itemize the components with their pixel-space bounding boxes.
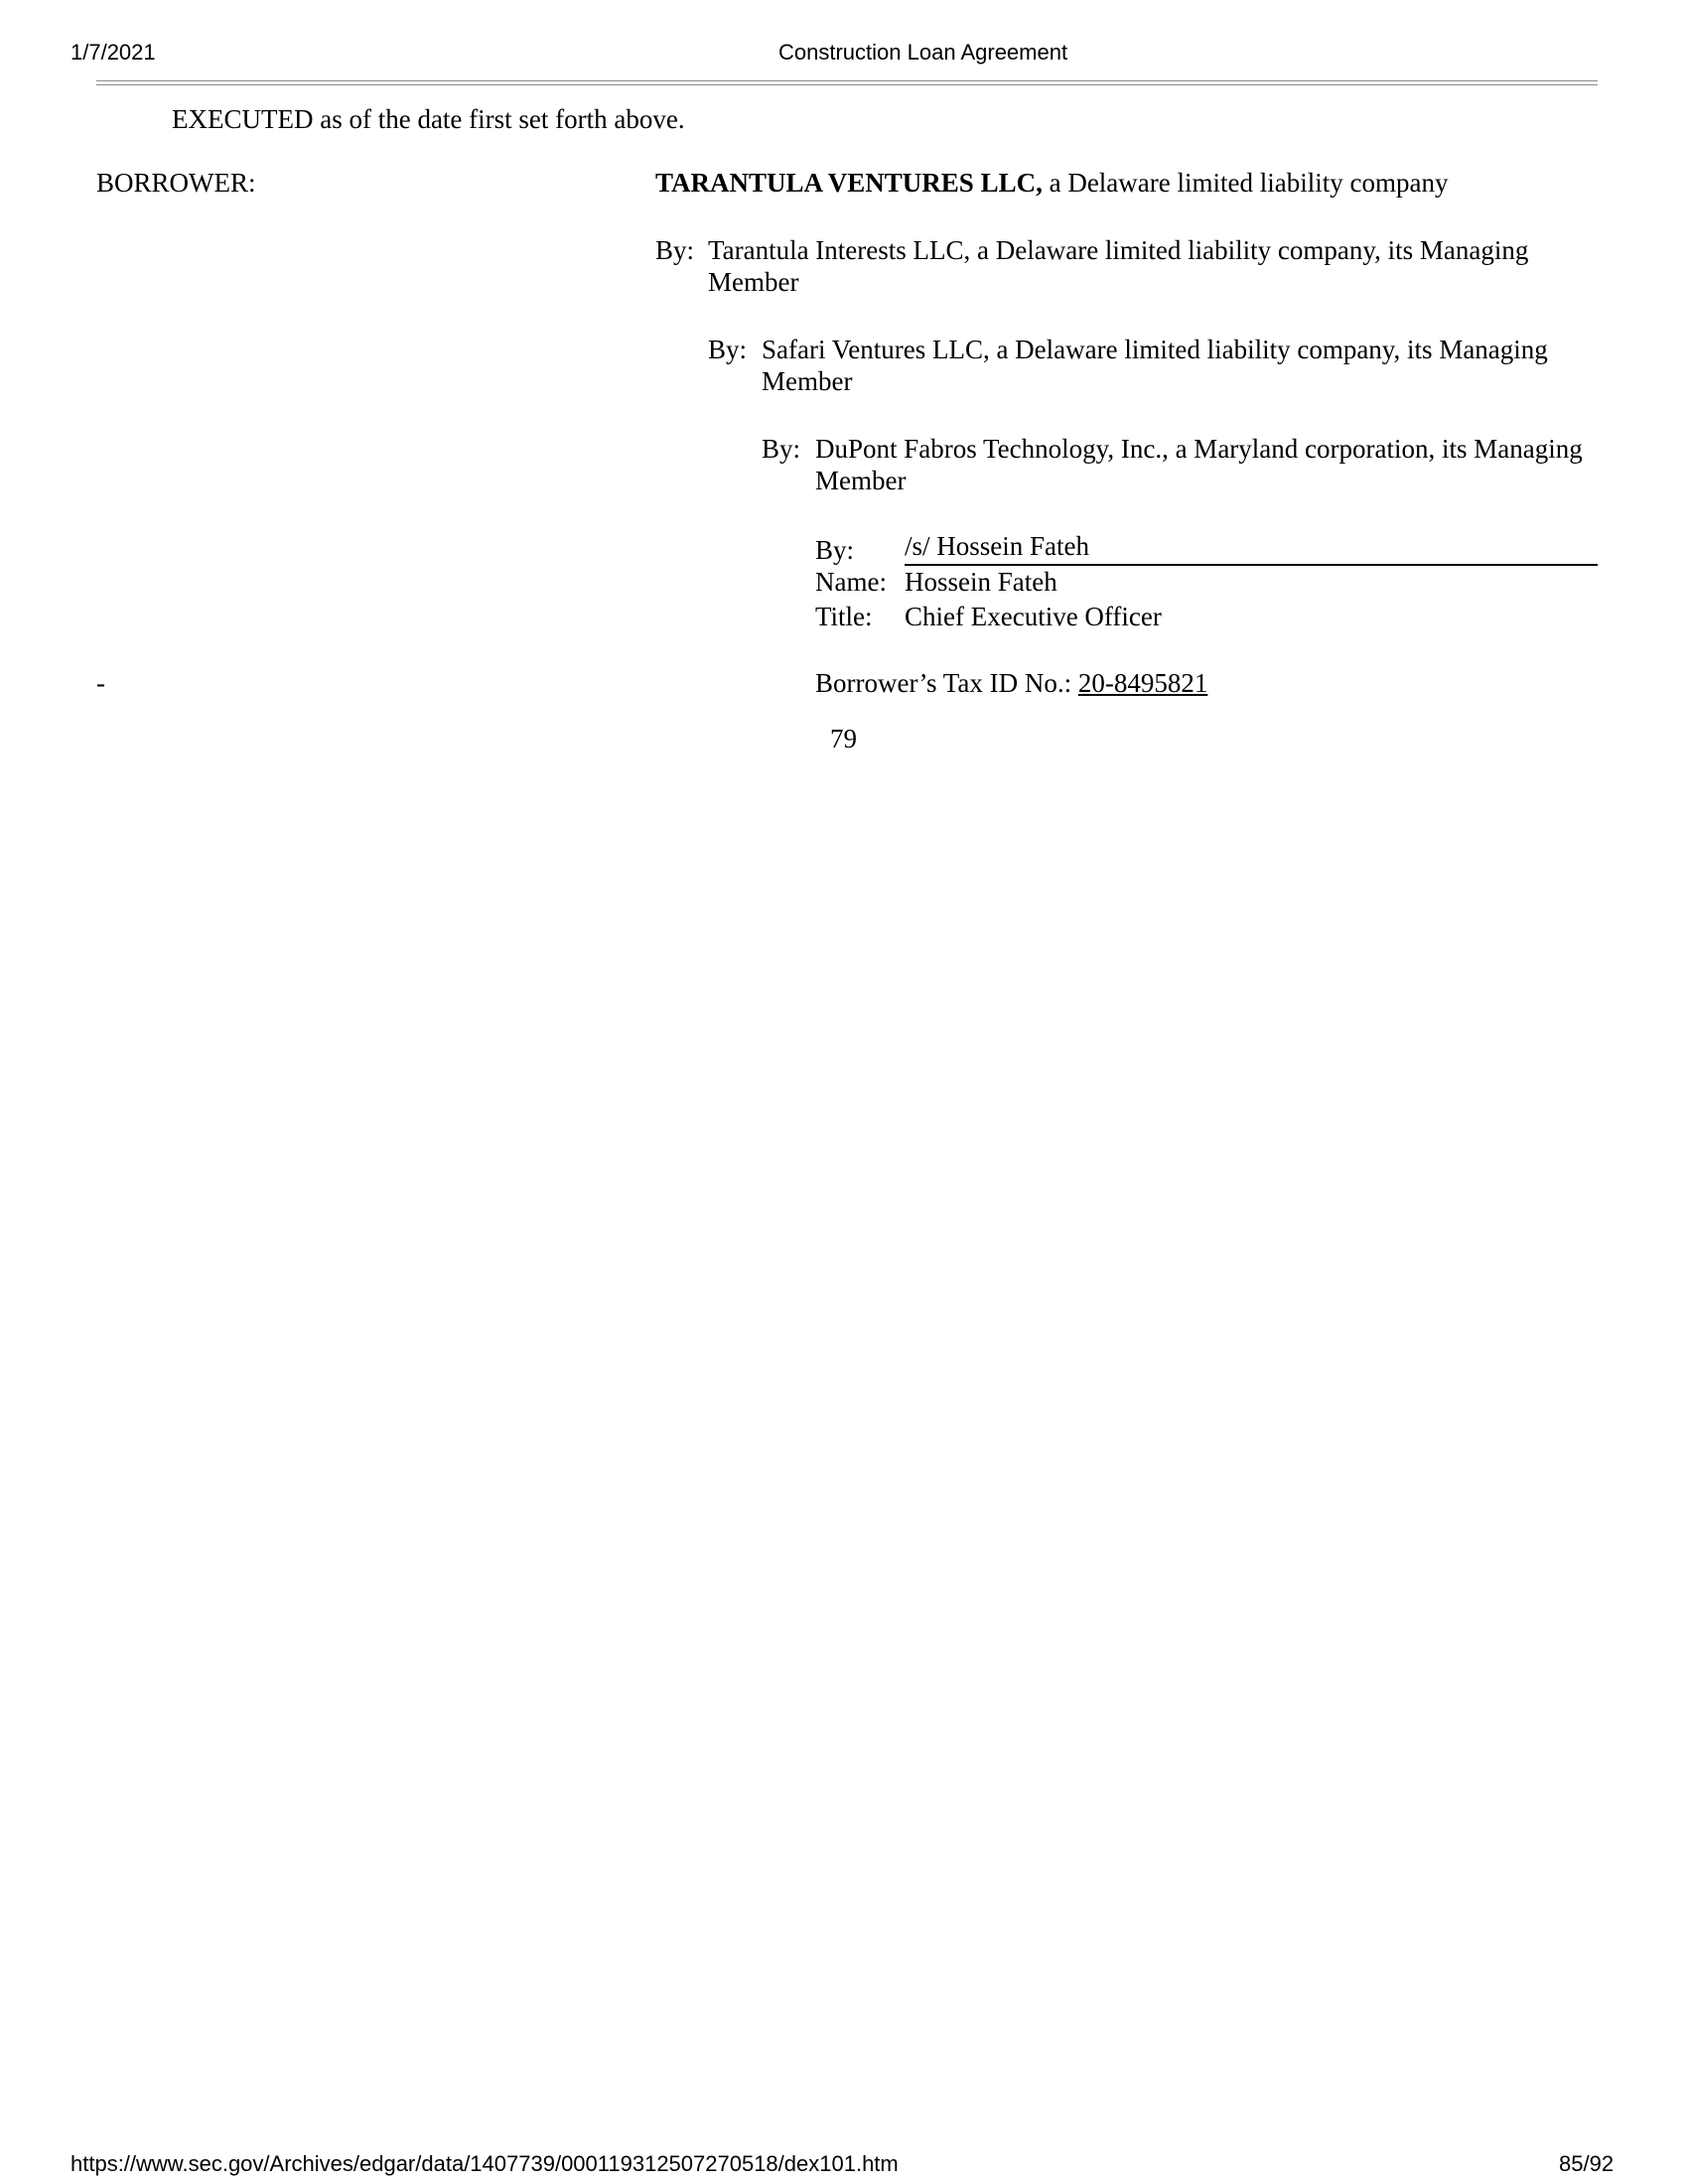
footer-url[interactable]: https://www.sec.gov/Archives/edgar/data/1407739/000119312507270518/dex101.htm [70, 2151, 899, 2176]
entity-description: a Delaware limited liability company [1049, 168, 1449, 198]
executed-line: EXECUTED as of the date first set forth above. [172, 104, 685, 134]
signature-by-label: By: [815, 535, 855, 565]
header-rule [96, 80, 1598, 85]
borrower-entity [655, 167, 1448, 199]
tax-id-value: 20-8495821 [1077, 668, 1208, 698]
title-label: Title: [815, 602, 873, 631]
signature-value: /s/ Hossein Fateh [905, 531, 1089, 561]
borrower-label: BORROWER: [96, 168, 256, 198]
entity-name: TARANTULA VENTURES LLC, [655, 168, 1043, 198]
by2-text: Safari Ventures LLC, a Delaware limited liability company, its Managing Member [762, 335, 1548, 396]
by2-label: By: [708, 335, 748, 364]
by1-label: By: [655, 235, 695, 265]
header-date: 1/7/2021 [70, 40, 156, 65]
by1-text: Tarantula Interests LLC, a Delaware limited liability company, its Managing Member [708, 235, 1529, 297]
tax-id [815, 667, 1207, 699]
name-label: Name: [815, 567, 887, 597]
title-value: Chief Executive Officer [905, 602, 1162, 631]
page-number: 79 [830, 724, 857, 753]
by3-text: DuPont Fabros Technology, Inc., a Maryland corporation, its Managing Member [815, 434, 1583, 495]
name-value: Hossein Fateh [905, 567, 1057, 597]
header-title: Construction Loan Agreement [778, 40, 1068, 65]
tax-id-label: Borrower’s Tax ID No.: [815, 668, 1072, 698]
left-dash: - [96, 668, 105, 698]
by3-label: By: [762, 434, 801, 464]
footer-page-count: 85/92 [1559, 2151, 1615, 2176]
